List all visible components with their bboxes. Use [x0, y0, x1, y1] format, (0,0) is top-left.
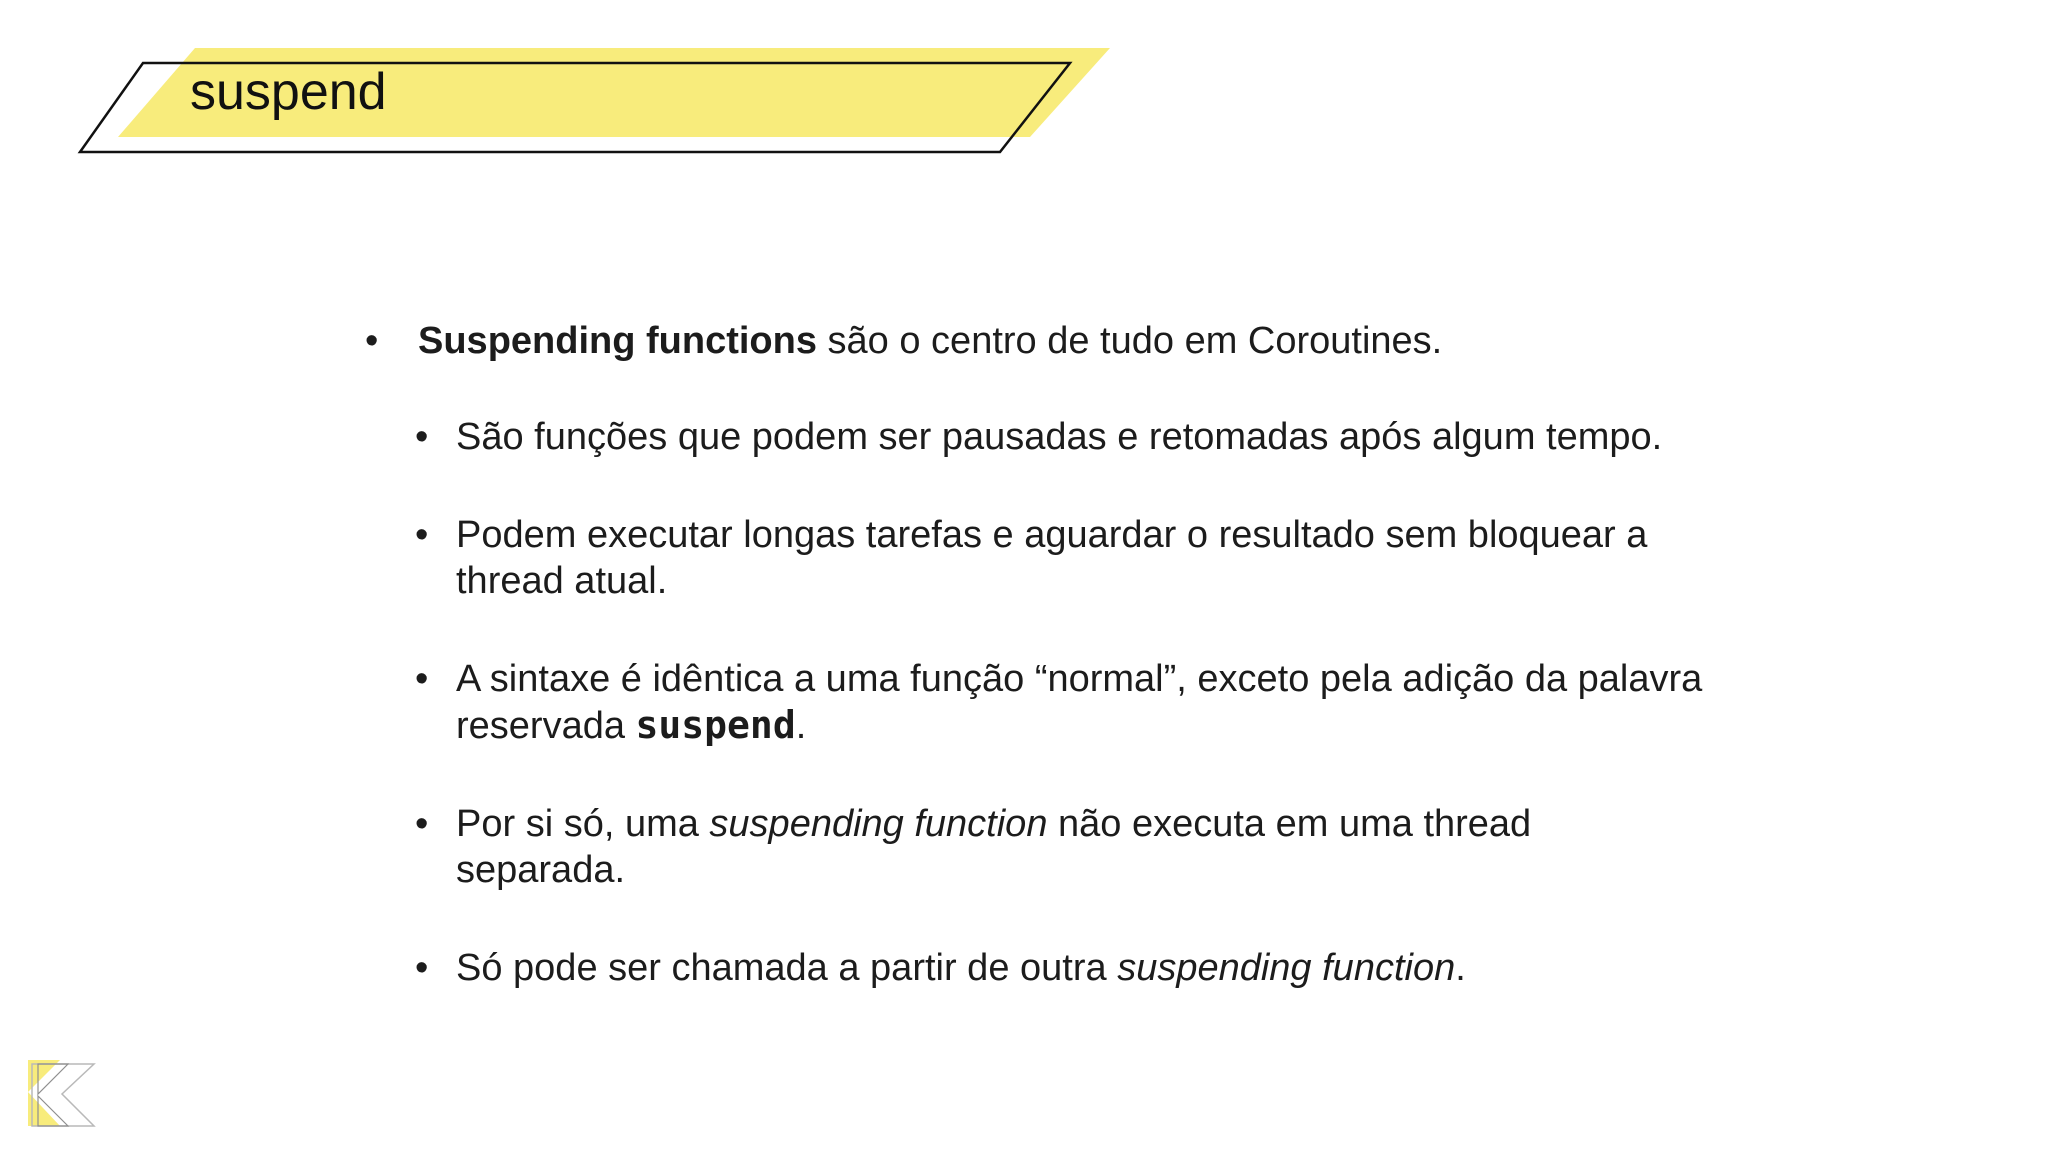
keyword-suspend: suspend [635, 703, 796, 747]
bullet-text-italic: suspending function [709, 803, 1048, 845]
bullet-text: Só pode ser chamada a partir de outra [456, 947, 1118, 989]
bullet-item [370, 656, 1710, 749]
bullet-dot-icon: • [415, 514, 429, 556]
bullet-text: A sintaxe é idêntica a uma função “normal”, exceto pela adição da palavra reservada [456, 658, 1703, 747]
bullet-item [370, 414, 1710, 460]
bullet-text: Podem executar longas tarefas e aguardar o resultado sem bloquear a thread atual. [456, 514, 1648, 602]
bullet-dot-icon: • [415, 416, 429, 458]
bullet-dot-icon: • [365, 320, 379, 362]
bullet-item [370, 945, 1710, 991]
bullet-text: Por si só, uma [456, 803, 710, 845]
bullet-text-italic: suspending function [1117, 947, 1456, 989]
bullet-dot-icon: • [415, 803, 429, 845]
bullet-dot-icon: • [415, 658, 429, 700]
bullet-item [370, 801, 1710, 893]
title-banner [0, 0, 1140, 170]
bullet-item [365, 318, 1710, 364]
bullet-text: . [1455, 947, 1466, 989]
kotlin-k-logo-icon [24, 1056, 98, 1130]
bullet-text: São funções que podem ser pausadas e retomadas após algum tempo. [456, 416, 1663, 458]
slide-title: suspend [190, 63, 387, 121]
bullet-text: não executa em uma thread separada. [456, 803, 1532, 891]
bullet-text: . [795, 705, 807, 747]
bullet-dot-icon: • [415, 947, 429, 989]
bullet-item [370, 512, 1710, 604]
bullet-text-bold: Suspending functions [418, 320, 817, 362]
bullet-text: são o centro de tudo em Coroutines. [816, 320, 1443, 362]
bullet-list [365, 318, 1710, 1043]
